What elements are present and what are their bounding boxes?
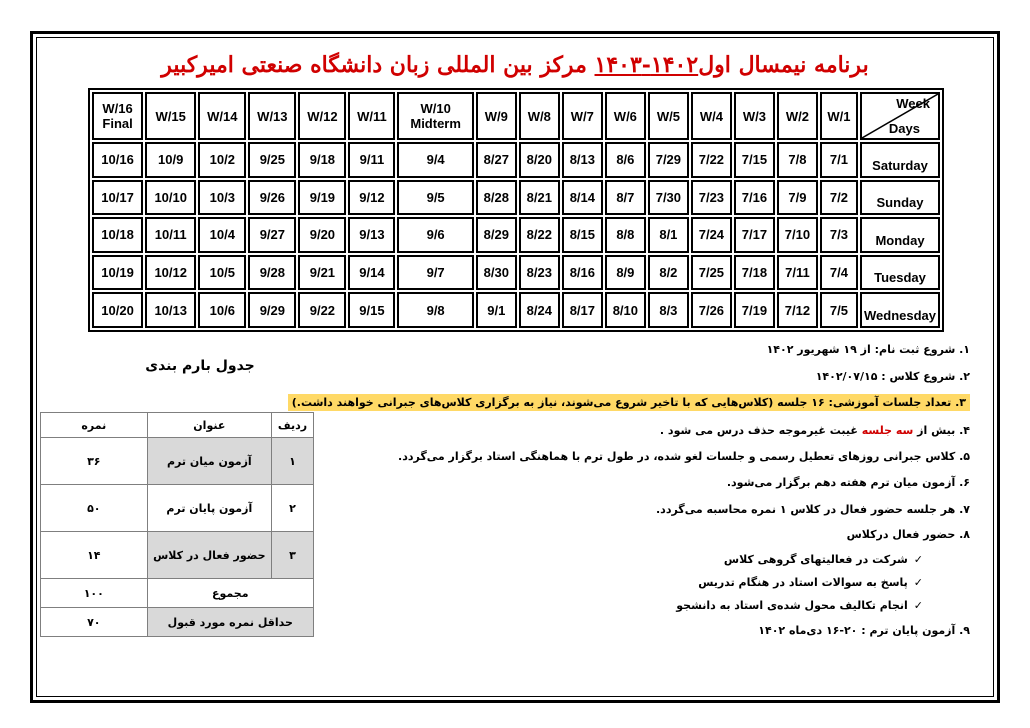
- date-cell: 8/17: [562, 292, 603, 328]
- date-cell: 8/14: [562, 180, 603, 216]
- date-cell: 9/15: [348, 292, 395, 328]
- note-sessions: ۳. تعداد جلسات آموزشی: ۱۶ جلسه (کلاس‌هایی که با تاخیر شروع می‌شوند، نیاز به برگزاری کلاس‌های جبرانی خواهند داشت.): [288, 394, 970, 411]
- date-cell: 10/5: [198, 255, 246, 291]
- week-label: W/15: [155, 108, 186, 124]
- schedule-header-row: [92, 92, 940, 140]
- date-cell: 9/29: [248, 292, 296, 328]
- date-cell: 8/3: [648, 292, 689, 328]
- week-header: [691, 92, 732, 140]
- grading-row: [41, 532, 314, 579]
- date-cell: 7/4: [820, 255, 858, 291]
- grading-row-title: آزمون میان ترم: [147, 438, 272, 485]
- week-header: [820, 92, 858, 140]
- week-header: [198, 92, 246, 140]
- note-registration: ۱. شروع ثبت نام: از ۱۹ شهریور ۱۴۰۲: [766, 343, 970, 356]
- note-attendance-score: ۷. هر جلسه حضور فعال در کلاس ۱ نمره محاسبه می‌گردد.: [656, 503, 970, 516]
- week-label: W/16: [102, 101, 133, 116]
- week-label: W/14: [207, 108, 238, 124]
- date-cell: 7/9: [777, 180, 818, 216]
- week-header: [519, 92, 560, 140]
- date-cell: 7/26: [691, 292, 732, 328]
- date-cell: 8/22: [519, 217, 560, 253]
- check-item: [698, 576, 923, 589]
- week-header: [734, 92, 775, 140]
- date-cell: 7/10: [777, 217, 818, 253]
- week-label: W/5: [656, 108, 680, 124]
- check-item-label: انجام تکالیف محول شده‌ی استاد به دانشجو: [676, 599, 908, 612]
- grading-table: [40, 412, 314, 637]
- date-cell: 7/16: [734, 180, 775, 216]
- date-cell: 8/1: [648, 217, 689, 253]
- title-part-1: برنامه نیمسال اول: [698, 52, 869, 78]
- date-cell: 10/16: [92, 142, 143, 178]
- day-label: Sunday: [860, 180, 940, 216]
- date-cell: 10/11: [145, 217, 196, 253]
- grading-caption: جدول بارم بندی: [145, 358, 255, 374]
- date-cell: 8/2: [648, 255, 689, 291]
- date-cell: 10/2: [198, 142, 246, 178]
- date-cell: 7/5: [820, 292, 858, 328]
- date-cell: 9/7: [397, 255, 473, 291]
- note-absence: [660, 424, 970, 437]
- grading-row-number: ۲: [272, 485, 314, 532]
- check-icon: ✓: [913, 553, 923, 566]
- week-label: W/7: [570, 108, 594, 124]
- date-cell: 7/8: [777, 142, 818, 178]
- grading-header-row: [41, 413, 314, 438]
- date-cell: 10/9: [145, 142, 196, 178]
- week-label: W/8: [527, 108, 551, 124]
- week-label: W/10: [420, 101, 451, 116]
- date-cell: 7/30: [648, 180, 689, 216]
- date-cell: 8/6: [605, 142, 646, 178]
- week-label: W/12: [307, 108, 338, 124]
- check-icon: ✓: [913, 599, 923, 612]
- date-cell: 8/13: [562, 142, 603, 178]
- note-midterm: ۶. آزمون میان ترم هفته دهم برگزار می‌شود.: [726, 476, 970, 489]
- date-cell: 10/12: [145, 255, 196, 291]
- date-cell: 7/3: [820, 217, 858, 253]
- date-cell: 8/15: [562, 217, 603, 253]
- grading-header-score: نمره: [41, 413, 148, 438]
- date-cell: 7/18: [734, 255, 775, 291]
- date-cell: 10/4: [198, 217, 246, 253]
- date-cell: 8/24: [519, 292, 560, 328]
- note-absence-highlight: سه جلسه: [861, 424, 914, 437]
- date-cell: 9/5: [397, 180, 473, 216]
- check-icon: ✓: [913, 576, 923, 589]
- title-part-2: مرکز بین المللی زبان دانشگاه صنعتی امیرکبیر: [161, 52, 595, 78]
- corner-week-label: Week: [896, 96, 930, 111]
- week-header: [605, 92, 646, 140]
- date-cell: 7/11: [777, 255, 818, 291]
- week-sublabel: Midterm: [410, 116, 461, 131]
- week-header: [397, 92, 473, 140]
- schedule-row: [92, 180, 940, 216]
- date-cell: 9/25: [248, 142, 296, 178]
- date-cell: 8/16: [562, 255, 603, 291]
- day-label: Saturday: [860, 142, 940, 178]
- date-cell: 8/8: [605, 217, 646, 253]
- date-cell: 7/22: [691, 142, 732, 178]
- date-cell: 8/29: [476, 217, 517, 253]
- grading-total-value: ۱۰۰: [41, 579, 148, 608]
- grading-min-label: حداقل نمره مورد قبول: [147, 608, 313, 637]
- week-header: [562, 92, 603, 140]
- date-cell: 7/29: [648, 142, 689, 178]
- date-cell: 8/10: [605, 292, 646, 328]
- date-cell: 7/25: [691, 255, 732, 291]
- day-label: Tuesday: [860, 255, 940, 291]
- grading-row-title: حضور فعال در کلاس: [147, 532, 272, 579]
- date-cell: 10/18: [92, 217, 143, 253]
- date-cell: 10/17: [92, 180, 143, 216]
- grading-row-number: ۳: [272, 532, 314, 579]
- date-cell: 9/12: [348, 180, 395, 216]
- grading-min-value: ۷۰: [41, 608, 148, 637]
- grading-row-score: ۳۶: [41, 438, 148, 485]
- week-header: [145, 92, 196, 140]
- date-cell: 10/10: [145, 180, 196, 216]
- grading-row-score: ۱۴: [41, 532, 148, 579]
- date-cell: 9/6: [397, 217, 473, 253]
- date-cell: 9/18: [298, 142, 346, 178]
- grading-row-number: ۱: [272, 438, 314, 485]
- date-cell: 8/9: [605, 255, 646, 291]
- date-cell: 7/12: [777, 292, 818, 328]
- note-class-start: ۲. شروع کلاس : ۱۴۰۲/۰۷/۱۵: [815, 370, 970, 383]
- date-cell: 8/27: [476, 142, 517, 178]
- page-title: [40, 52, 990, 88]
- note-absence-pre: ۴. بیش از: [913, 424, 970, 437]
- week-label: W/9: [484, 108, 508, 124]
- schedule-row: [92, 292, 940, 328]
- grading-min-row: [41, 608, 314, 637]
- date-cell: 8/21: [519, 180, 560, 216]
- week-sublabel: Final: [102, 116, 133, 131]
- date-cell: 9/19: [298, 180, 346, 216]
- date-cell: 7/2: [820, 180, 858, 216]
- week-label: W/3: [742, 108, 766, 124]
- date-cell: 10/6: [198, 292, 246, 328]
- date-cell: 9/14: [348, 255, 395, 291]
- grading-total-label: مجموع: [147, 579, 313, 608]
- week-label: W/4: [699, 108, 723, 124]
- note-makeup-class: ۵. کلاس جبرانی روزهای تعطیل رسمی و جلسات لغو شده، در طول ترم با هماهنگی استاد برگزار می‌گردد.: [398, 450, 970, 463]
- grading-row: [41, 438, 314, 485]
- date-cell: 7/1: [820, 142, 858, 178]
- grading-row-title: آزمون پایان ترم: [147, 485, 272, 532]
- week-header: [476, 92, 517, 140]
- date-cell: 7/17: [734, 217, 775, 253]
- day-label: Monday: [860, 217, 940, 253]
- week-label: W/1: [827, 108, 851, 124]
- grading-header-title: عنوان: [147, 413, 272, 438]
- note-active-attendance: ۸. حضور فعال درکلاس: [846, 528, 970, 541]
- grading-total-row: [41, 579, 314, 608]
- date-cell: 10/3: [198, 180, 246, 216]
- date-cell: 9/13: [348, 217, 395, 253]
- date-cell: 7/24: [691, 217, 732, 253]
- date-cell: 9/8: [397, 292, 473, 328]
- week-header: [92, 92, 143, 140]
- note-final-exam: ۹. آزمون پایان ترم : ۲۰-۱۶ دی‌ماه ۱۴۰۲: [758, 624, 970, 637]
- date-cell: 9/1: [476, 292, 517, 328]
- week-header: [777, 92, 818, 140]
- schedule-row: [92, 255, 940, 291]
- week-header: [248, 92, 296, 140]
- week-label: W/11: [357, 108, 387, 124]
- grading-header-row-col: ردیف: [272, 413, 314, 438]
- date-cell: 9/4: [397, 142, 473, 178]
- date-cell: 8/23: [519, 255, 560, 291]
- date-cell: 8/7: [605, 180, 646, 216]
- date-cell: 10/19: [92, 255, 143, 291]
- date-cell: 7/23: [691, 180, 732, 216]
- date-cell: 8/20: [519, 142, 560, 178]
- corner-days-label: Days: [888, 121, 920, 136]
- date-cell: 8/30: [476, 255, 517, 291]
- date-cell: 9/26: [248, 180, 296, 216]
- grading-row: [41, 485, 314, 532]
- week-label: W/13: [257, 108, 288, 124]
- date-cell: 10/13: [145, 292, 196, 328]
- date-cell: 7/19: [734, 292, 775, 328]
- title-year: ۱۴۰۲-۱۴۰۳: [594, 52, 699, 78]
- date-cell: 9/21: [298, 255, 346, 291]
- week-header: [348, 92, 395, 140]
- week-header: [648, 92, 689, 140]
- schedule-table: [88, 88, 944, 332]
- note-absence-post: غیبت غیرموجه حذف درس می شود .: [659, 424, 862, 437]
- grading-row-score: ۵۰: [41, 485, 148, 532]
- date-cell: 9/22: [298, 292, 346, 328]
- week-days-corner: [860, 92, 940, 140]
- schedule-row: [92, 217, 940, 253]
- date-cell: 9/11: [348, 142, 395, 178]
- check-item: [724, 553, 923, 566]
- date-cell: 7/15: [734, 142, 775, 178]
- day-label: Wednesday: [860, 292, 940, 328]
- date-cell: 9/27: [248, 217, 296, 253]
- week-label: W/6: [613, 108, 637, 124]
- week-label: W/2: [785, 108, 809, 124]
- check-item-label: شرکت در فعالیتهای گروهی کلاس: [723, 553, 908, 566]
- week-header: [298, 92, 346, 140]
- date-cell: 9/28: [248, 255, 296, 291]
- check-item: [676, 599, 923, 612]
- date-cell: 9/20: [298, 217, 346, 253]
- schedule-row: [92, 142, 940, 178]
- date-cell: 10/20: [92, 292, 143, 328]
- check-item-label: پاسخ به سوالات استاد در هنگام تدریس: [698, 576, 908, 589]
- date-cell: 8/28: [476, 180, 517, 216]
